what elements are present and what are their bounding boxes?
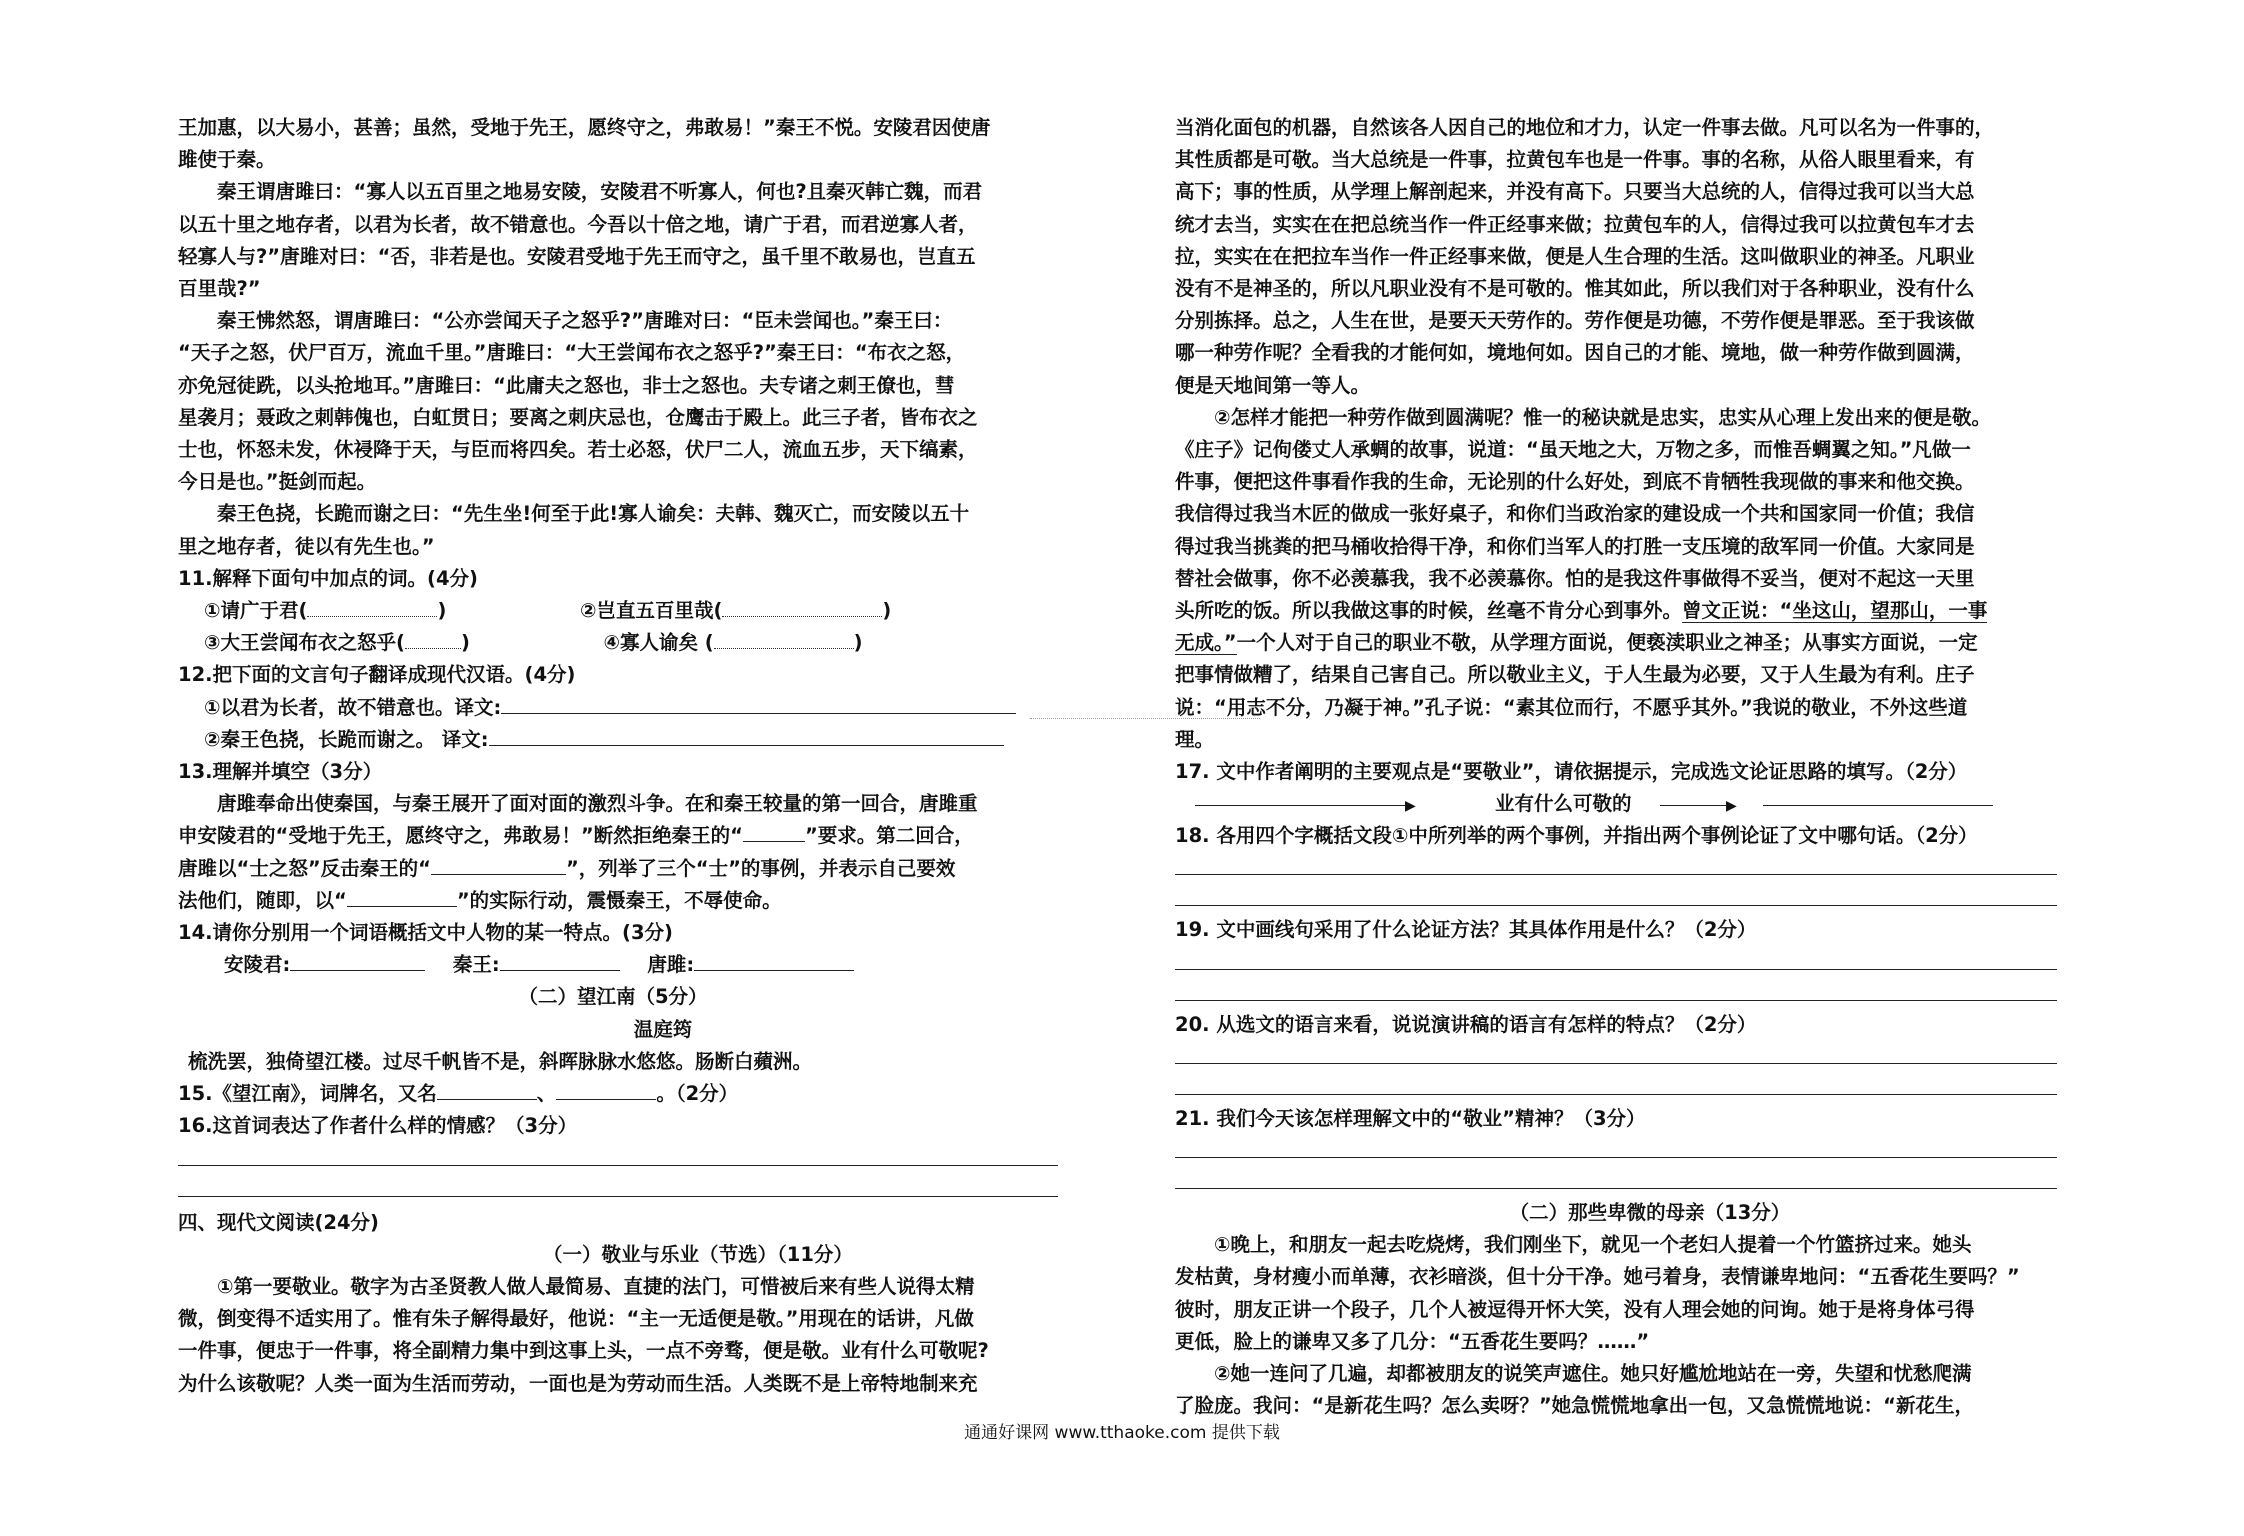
- text-line: 高下；事的性质，从学理上解剖起来，并没有高下。只要当大总统的人，信得过我可以当大总: [1175, 180, 1975, 204]
- answer-line[interactable]: [178, 1174, 1058, 1205]
- text-line: 今日是也。”挺剑而起。: [178, 470, 377, 494]
- text-line: 一件事，便忠于一件事，将全副精力集中到这事上头，一点不旁骛，便是敬。业有什么可敬呢?: [178, 1339, 989, 1363]
- text-span: 头所吃的饭。所以我做这事的时候，丝毫不肯分心到事外。: [1175, 599, 1683, 623]
- q12-row-1: [178, 692, 1088, 724]
- q11-row-1: [178, 595, 1088, 627]
- q14-label-qinwang: 秦王:: [452, 953, 500, 977]
- answer-line[interactable]: [1175, 852, 2057, 883]
- q12-row-2: [178, 724, 1088, 756]
- text-line: 当消化面包的机器，自然该各人因自己的地位和才力，认定一件事去做。凡可以名为一件事的，: [1175, 116, 1995, 139]
- q13-blank-3[interactable]: [347, 888, 457, 907]
- q13-blank-2[interactable]: [431, 856, 566, 875]
- answer-line[interactable]: [1175, 1135, 2057, 1166]
- q12-item-1: ①以君为长者，故不错意也。译文:: [204, 695, 502, 719]
- text-line: 秦王怫然怒，谓唐雎曰：“公亦尝闻天子之怒乎?”唐雎对曰：“臣未尝闻也。”秦王曰：: [178, 309, 953, 333]
- q13-blank-1[interactable]: [743, 823, 805, 842]
- text-line: 秦王色挠，长跪而谢之曰：“先生坐!何至于此!寡人谕矣：夫韩、魏灭亡，而安陵以五十: [178, 502, 970, 526]
- text-line: 更低，脸上的谦卑又多了几分：“五香花生要吗？……”: [1175, 1329, 1650, 1353]
- text-line: 得过我当挑粪的把马桶收拾得干净，和你们当军人的打胜一支压境的敌军同一价值。大家同是: [1175, 534, 1975, 558]
- text-line: 百里哉?”: [178, 277, 261, 301]
- text-line: 没有不是神圣的，所以凡职业没有不是可敬的。惟其如此，所以我们对于各种职业，没有什么: [1175, 277, 1975, 301]
- text-line: 便是天地间第一等人。: [1175, 373, 1371, 397]
- text-line: 我信得过我当木匠的做成一张好桌子，和你们当政治家的建设成一个共和国家同一价值；我信: [1175, 502, 1975, 526]
- left-column: [178, 112, 1088, 1400]
- q15-text: 15.《望江南》，词牌名，又名: [178, 1082, 437, 1106]
- poem-title: （二）望江南（5分）: [518, 985, 708, 1009]
- question-21: 21. 我们今天该怎样理解文中的“敬业”精神？（3分）: [1175, 1106, 1646, 1130]
- q12-answer-line-2[interactable]: [489, 727, 1004, 746]
- text-line: ①晚上，和朋友一起去吃烧烤，我们刚坐下，就见一个老妇人提着一个竹篮挤过来。她头: [1175, 1233, 1972, 1257]
- q11-blank-4[interactable]: [714, 630, 854, 649]
- answer-line[interactable]: [1175, 883, 2057, 914]
- q13-text: 法他们，随即，以“: [178, 888, 347, 912]
- text-line: 其性质都是可敬。当大总统是一件事，拉黄包车也是一件事。事的名称，从俗人眼里看来，有: [1175, 148, 1975, 172]
- text-line: 星袭月；聂政之刺韩傀也，白虹贯日；要离之刺庆忌也，仓鹰击于殿上。此三子者，皆布衣之: [178, 405, 978, 429]
- text-line: 把事情做糟了，结果自己害自己。所以敬业主义，于人生最为必要，又于人生最为有利。庄子: [1175, 663, 1975, 687]
- text-line: 《庄子》记佝偻丈人承蜩的故事，说道：“虽天地之大，万物之多，而惟吾蜩翼之知。”凡做一: [1175, 438, 1971, 462]
- q11-paren: ): [853, 631, 863, 655]
- question-14: 14.请你分别用一个词语概括文中人物的某一特点。(3分): [178, 921, 673, 945]
- q15-blank-1[interactable]: [437, 1081, 537, 1100]
- question-19: 19. 文中画线句采用了什么论证方法？其具体作用是什么？（2分）: [1175, 918, 1757, 942]
- text-line: 理。: [1175, 727, 1215, 751]
- question-17: 17. 文中作者阐明的主要观点是“要敬业”，请依据提示，完成选文论证思路的填写。（2分）: [1175, 760, 1968, 784]
- q15-text: 。（2分）: [656, 1082, 739, 1106]
- q14-blank-2[interactable]: [500, 952, 620, 971]
- q14-blank-3[interactable]: [694, 952, 854, 971]
- q13-text: 唐雎以“士之怒”反击秦王的“: [178, 856, 431, 880]
- classical-text: [178, 112, 1088, 563]
- text-line: 分别拣择。总之，人生在世，是要天天劳作的。劳作便是功德，不劳作便是罪恶。至于我该做: [1175, 309, 1975, 333]
- text-line: 替社会做事，你不必羡慕我，我不必羡慕你。怕的是我这件事做得不妥当，便对不起这一天里: [1175, 566, 1975, 590]
- question-18: 18. 各用四个字概括文段①中所列举的两个事例，并指出两个事例论证了文中哪句话。（2分）: [1175, 824, 1978, 848]
- text-line: ②她一连问了几遍，却都被朋友的说笑声遮住。她只好尴尬地站在一旁，失望和忧愁爬满: [1175, 1362, 1972, 1386]
- text-line: 里之地存者，徒以有先生也。”: [178, 534, 435, 558]
- essay-title: （一）敬业与乐业（节选）（11分）: [543, 1242, 853, 1266]
- q11-item-4: ④寡人谕矣 (: [603, 631, 714, 655]
- poem-text: 梳洗罢，独倚望江楼。过尽千帆皆不是，斜晖脉脉水悠悠。肠断白蘋洲。: [188, 1049, 813, 1073]
- q17-blank-2[interactable]: [1763, 805, 1993, 806]
- question-15: [178, 1078, 1088, 1110]
- answer-line[interactable]: [178, 1143, 1058, 1174]
- text-line: 哪一种劳作呢？全看我的才能何如，境地何如。因自己的才能、境地，做一种劳作做到圆满，: [1175, 341, 1975, 365]
- question-12: 12.把下面的文言句子翻译成现代汉语。(4分): [178, 663, 576, 687]
- q11-item-2: ②岂直五百里哉(: [579, 599, 723, 623]
- q17-middle-step: 业有什么可敬的: [1495, 792, 1632, 816]
- q15-blank-2[interactable]: [556, 1081, 656, 1100]
- q13-line-2: [178, 820, 1088, 852]
- q11-item-3: ③大王尝闻布衣之怒乎(: [204, 631, 405, 655]
- q13-line-3: [178, 853, 1088, 885]
- q14-row: [178, 949, 1088, 981]
- answer-line[interactable]: [1175, 1041, 2057, 1072]
- answer-line[interactable]: [1175, 1166, 2057, 1197]
- text-line: “天子之怒，伏尸百万，流血千里。”唐雎曰：“大王尝闻布衣之怒乎?”秦王曰：“布衣之怒，: [178, 341, 966, 365]
- q13-text: 申安陵君的“受地于先王，愿终守之，弗敢易！”断然拒绝秦王的“: [178, 824, 743, 848]
- text-line: 亦免冠徒跣，以头抢地耳。”唐雎曰：“此庸夫之怒也，非士之怒也。夫专诸之刺王僚也，彗: [178, 373, 955, 397]
- q13-text: ”要求。第二回合，: [804, 824, 974, 848]
- underlined-sentence: 无成。”: [1175, 631, 1237, 655]
- text-line: 彼时，朋友正讲一个段子，几个人被逗得开怀大笑，没有人理会她的问询。她于是将身体弓得: [1175, 1297, 1975, 1321]
- q14-blank-1[interactable]: [290, 952, 425, 971]
- text-line: 士也，怀怒未发，休祲降于天，与臣而将四矣。若士必怒，伏尸二人，流血五步，天下缟素，: [178, 438, 978, 462]
- question-11: 11.解释下面句中加点的词。(4分): [178, 566, 478, 590]
- question-13: 13.理解并填空（3分）: [178, 760, 383, 784]
- q12-item-2: ②秦王色挠，长跪而谢之。 译文:: [204, 727, 489, 751]
- q11-paren: ): [882, 599, 892, 623]
- answer-line[interactable]: [1175, 1072, 2057, 1103]
- q13-line-1: 唐雎奉命出使秦国，与秦王展开了面对面的激烈斗争。在和秦王较量的第一回合，唐雎重: [178, 792, 978, 816]
- page-footer: 通通好课网 www.tthaoke.com 提供下载: [964, 1423, 1280, 1443]
- text-line: 微，倒变得不适实用了。惟有朱子解得最好，他说：“主一无适便是敬。”用现在的话讲，凡做: [178, 1307, 974, 1331]
- story-title: （二）那些卑微的母亲（13分）: [1509, 1201, 1791, 1225]
- text-line: 了脸庞。我问：“是新花生吗？怎么卖呀？”她急慌慌地拿出一包，又急慌慌地说：“新花生，: [1175, 1394, 1974, 1418]
- text-line: 统才去当，实实在在把总统当作一件正经事来做；拉黄包车的人，信得过我可以拉黄包车才去: [1175, 212, 1975, 236]
- text-line: 雎使于秦。: [178, 148, 276, 172]
- arrow-right-icon: ▶: [1405, 798, 1416, 815]
- text-line: 轻寡人与?”唐雎对曰：“否，非若是也。安陵君受地于先王而守之，虽千里不敢易也，岂直五: [178, 244, 976, 268]
- q15-text: 、: [536, 1082, 557, 1106]
- text-line: [1175, 627, 2085, 659]
- q14-label-tangju: 唐雎:: [647, 953, 695, 977]
- q11-item-1: ①请广于君(: [204, 599, 308, 623]
- q11-paren: ): [460, 631, 470, 655]
- question-20: 20. 从选文的语言来看，说说演讲稿的语言有怎样的特点？（2分）: [1175, 1012, 1757, 1036]
- arrow-line: [1660, 805, 1730, 806]
- q13-line-4: [178, 885, 1088, 917]
- q13-text: ”，列举了三个“士”的事例，并表示自己要效: [565, 856, 956, 880]
- answer-line[interactable]: [1175, 978, 2057, 1009]
- text-line: 以五十里之地存者，以君为长者，故不错意也。今吾以十倍之地，请广于君，而君逆寡人者，: [178, 212, 978, 236]
- q11-row-2: [178, 627, 1088, 659]
- section-4-heading: 四、现代文阅读(24分): [178, 1210, 379, 1234]
- text-line: ②怎样才能把一种劳作做到圆满呢？惟一的秘诀就是忠实，忠实从心理上发出来的便是敬。: [1175, 405, 1992, 429]
- q17-blank-1[interactable]: [1195, 805, 1410, 806]
- right-column: [1175, 112, 2085, 1423]
- q11-blank-1[interactable]: [307, 598, 437, 617]
- q11-paren: ): [437, 599, 447, 623]
- text-line: 发枯黄，身材瘦小而单薄，衣衫暗淡，但十分干净。她弓着身，表情谦卑地问：“五香花生要吗？”: [1175, 1265, 2020, 1289]
- q12-answer-line-1[interactable]: [501, 695, 1016, 714]
- q14-label-anlingjun: 安陵君:: [224, 953, 291, 977]
- q11-blank-3[interactable]: [405, 630, 461, 649]
- text-line: 秦王谓唐雎曰：“寡人以五百里之地易安陵，安陵君不听寡人，何也?且秦灭韩亡魏，而君: [178, 180, 983, 204]
- text-line: [1175, 595, 2085, 627]
- text-line: 件事，便把这件事看作我的生命，无论别的什么好处，到底不肯牺牲我现做的事来和他交换。: [1175, 470, 1975, 494]
- arrow-right-icon: ▶: [1726, 798, 1737, 815]
- text-line: ①第一要敬业。敬字为古圣贤教人做人最简易、直捷的法门，可惜被后来有些人说得太精: [178, 1274, 975, 1298]
- text-span: 一个人对于自己的职业不敬，从学理方面说，便亵渎职业之神圣；从事实方面说，一定: [1236, 631, 1978, 655]
- text-line: 说：“用志不分，乃凝于神。”孔子说：“素其位而行，不愿乎其外。”我说的敬业，不外这些道: [1175, 695, 1968, 719]
- text-line: 为什么该敬呢？人类一面为生活而劳动，一面也是为劳动而生活。人类既不是上帝特地制来充: [178, 1371, 978, 1395]
- answer-line[interactable]: [1175, 947, 2057, 978]
- poem-author: 温庭筠: [633, 1017, 693, 1041]
- text-line: 王加惠，以大易小，甚善；虽然，受地于先王，愿终守之，弗敢易！”秦王不悦。安陵君因使唐: [178, 116, 991, 139]
- text-line: 拉，实实在在把拉车当作一件正经事来做，便是人生合理的生活。这叫做职业的神圣。凡职业: [1175, 244, 1975, 268]
- q17-argument-chain: [1175, 788, 2085, 820]
- q11-blank-2[interactable]: [722, 598, 882, 617]
- underlined-sentence: 曾文正说：“坐这山，望那山，一事: [1682, 599, 1988, 623]
- question-16: 16.这首词表达了作者什么样的情感？（3分）: [178, 1114, 578, 1138]
- q13-text: ”的实际行动，震慑秦王，不辱使命。: [456, 888, 782, 912]
